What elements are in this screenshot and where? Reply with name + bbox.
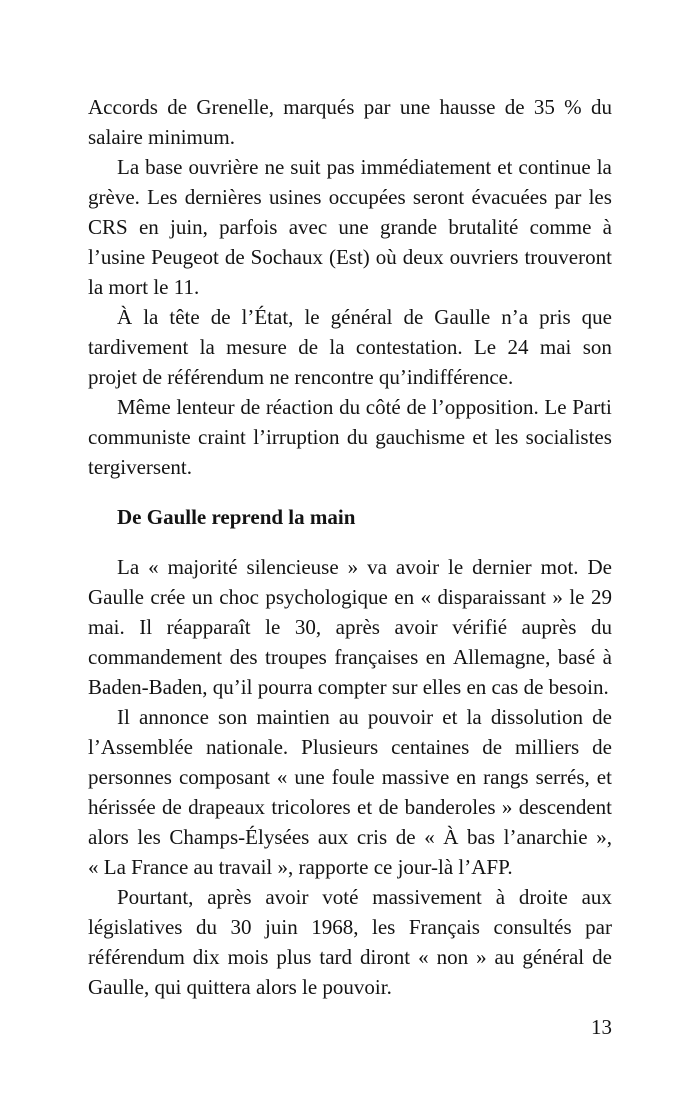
text-line: mai. Il réapparaît le 30, après avoir vérifié auprès du — [88, 615, 612, 639]
text-line: la mort le 11. — [88, 275, 200, 299]
text-line: « La France au travail », rapporte ce jour-là l’AFP. — [88, 855, 513, 879]
text-line: commandement des troupes françaises en Allemagne, basé à — [88, 645, 612, 669]
text-line: tardivement la mesure de la contestation. Le 24 mai son — [88, 335, 612, 359]
text-line: alors les Champs-Élysées aux cris de « À bas l’anarchie », — [88, 825, 612, 849]
text-line: législatives du 30 juin 1968, les Français consultés par — [88, 915, 612, 939]
book-page — [88, 0, 612, 1042]
text-line: Baden-Baden, qu’il pourra compter sur elles en cas de besoin. — [88, 675, 609, 699]
text-line: Gaulle crée un choc psychologique en « disparaissant » le 29 — [88, 585, 612, 609]
text-line: À la tête de l’État, le général de Gaulle n’a pris que — [117, 305, 612, 329]
text-line: Pourtant, après avoir voté massivement à droite aux — [117, 885, 612, 909]
paragraph — [88, 882, 612, 1002]
text-line: hérissée de drapeaux tricolores et de banderoles » descendent — [88, 795, 612, 819]
text-line: l’Assemblée nationale. Plusieurs centaines de milliers de — [88, 735, 612, 759]
text-line: CRS en juin, parfois avec une grande brutalité comme à — [88, 215, 612, 239]
text-line: Accords de Grenelle, marqués par une hausse de 35 % du — [88, 95, 612, 119]
text-line: Il annonce son maintien au pouvoir et la dissolution de — [117, 705, 612, 729]
text-line: personnes composant « une foule massive en rangs serrés, et — [88, 765, 612, 789]
paragraph — [88, 702, 612, 882]
paragraph — [88, 152, 612, 302]
text-line: référendum dix mois plus tard diront « non » au général de — [88, 945, 612, 969]
text-line: l’usine Peugeot de Sochaux (Est) où deux ouvriers trouveront — [88, 245, 612, 269]
page-body — [88, 92, 612, 1002]
text-line: communiste craint l’irruption du gauchisme et les socialistes — [88, 425, 612, 449]
paragraph — [88, 92, 612, 152]
paragraph — [88, 392, 612, 482]
text-line: Même lenteur de réaction du côté de l’opposition. Le Parti — [117, 395, 612, 419]
text-line: projet de référendum ne rencontre qu’indifférence. — [88, 365, 514, 389]
text-line: La base ouvrière ne suit pas immédiatement et continue la — [117, 155, 612, 179]
section-heading: De Gaulle reprend la main — [117, 505, 356, 529]
text-line: Gaulle, qui quittera alors le pouvoir. — [88, 975, 392, 999]
page-number: 13 — [591, 1015, 612, 1039]
text-line: tergiversent. — [88, 455, 192, 479]
paragraph — [88, 302, 612, 392]
text-line: grève. Les dernières usines occupées seront évacuées par les — [88, 185, 612, 209]
paragraph — [88, 552, 612, 702]
text-line: salaire minimum. — [88, 125, 235, 149]
text-line: La « majorité silencieuse » va avoir le dernier mot. De — [117, 555, 612, 579]
